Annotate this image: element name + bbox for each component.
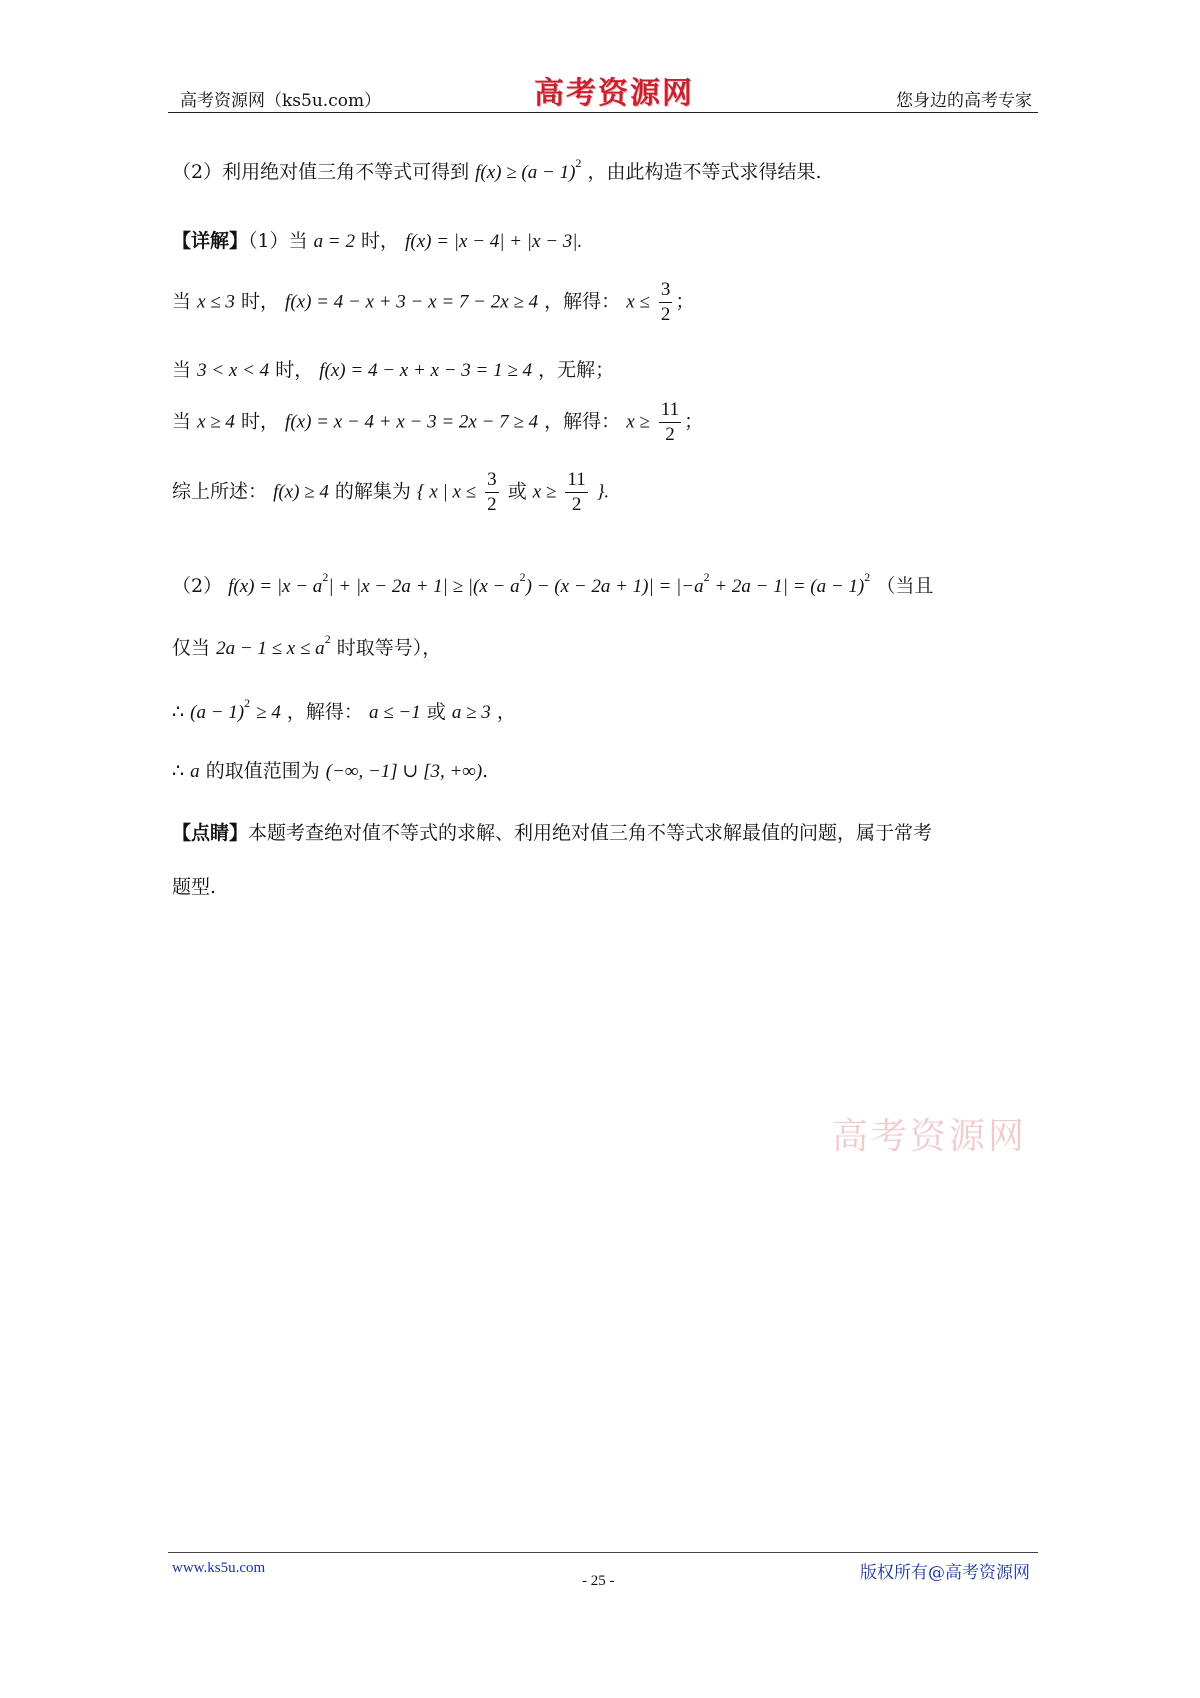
header-site-name: 高考资源网（ks5u.com） xyxy=(180,91,382,111)
header-logo: 高考资源网 xyxy=(534,76,694,111)
page-number: - 25 - xyxy=(582,1573,615,1589)
case-3: 当 x ≥ 4 时， f(x) = x − 4 + x − 3 = 2x − 7 ≥ 4 ，解得： x ≥ $\frac{11}{2}$ ； xyxy=(172,399,704,445)
fraction: $\frac{11}{2}$ xyxy=(660,399,680,445)
page-header xyxy=(168,64,1038,114)
header-slogan: 您身边的高考专家 xyxy=(896,91,1032,111)
solution-part1-heading: 【详解】（1）当 a = 2 时， f(x) = |x − 4| + |x − 3|. xyxy=(172,230,583,252)
comment-label: 【点睛】 xyxy=(172,822,249,844)
case-1: 当 x ≤ 3 时， f(x) = 4 − x + 3 − x = 7 − 2x ≥ 4 ，解得： x ≤ $\frac{3}{2}$ ； xyxy=(172,279,695,325)
part2-derivation: （2） $f(x) = |x - a^2| + |x - 2a + 1| \ge |(x - a^2) - (x - 2a + 1)| = |-a^2 + 2a - 1| = (a - 1)^2$ （当且 xyxy=(172,570,934,597)
comment-line-1: 【点睛】本题考查绝对值不等式的求解、利用绝对值三角不等式求解最值的问题，属于常考 xyxy=(172,822,933,844)
summary: 综上所述： f(x) ≥ 4 的解集为 { x | x ≤ $\frac{3}{2}$ 或 x ≥ $\frac{11}{2}$ }. xyxy=(172,469,610,515)
inequality-step: ∴ $(a - 1)^2 \ge 4$ ，解得： a ≤ −1 或 a ≥ 3 ， xyxy=(172,696,516,723)
fraction: $\frac{11}{2}$ xyxy=(567,469,586,515)
watermark: 高考资源网 xyxy=(832,1116,1028,1157)
equality-condition: 仅当 $2a - 1 \le x \le a^2$ 时取等号）， xyxy=(172,632,442,659)
fraction: $\frac{3}{2}$ xyxy=(487,469,497,515)
solution-label: 【详解】 xyxy=(172,230,249,252)
range-result: ∴ a 的取值范围为 (−∞, −1] ∪ [3, +∞). xyxy=(172,760,489,782)
comment-line-2: 题型. xyxy=(172,876,217,898)
part2-hint: （2）利用绝对值三角不等式可得到 $f(x) \ge (a - 1)^2$ ，由此构造不等式求得结果. xyxy=(172,156,822,183)
case-2: 当 3 < x < 4 时， f(x) = 4 − x + x − 3 = 1 ≥ 4 ，无解； xyxy=(172,359,615,381)
footer-link[interactable]: www.ks5u.com xyxy=(172,1560,266,1576)
footer-divider xyxy=(168,1552,1038,1553)
fraction: $\frac{3}{2}$ xyxy=(660,279,671,325)
header-divider xyxy=(168,112,1038,113)
footer-copyright: 版权所有@高考资源网 xyxy=(860,1563,1030,1583)
